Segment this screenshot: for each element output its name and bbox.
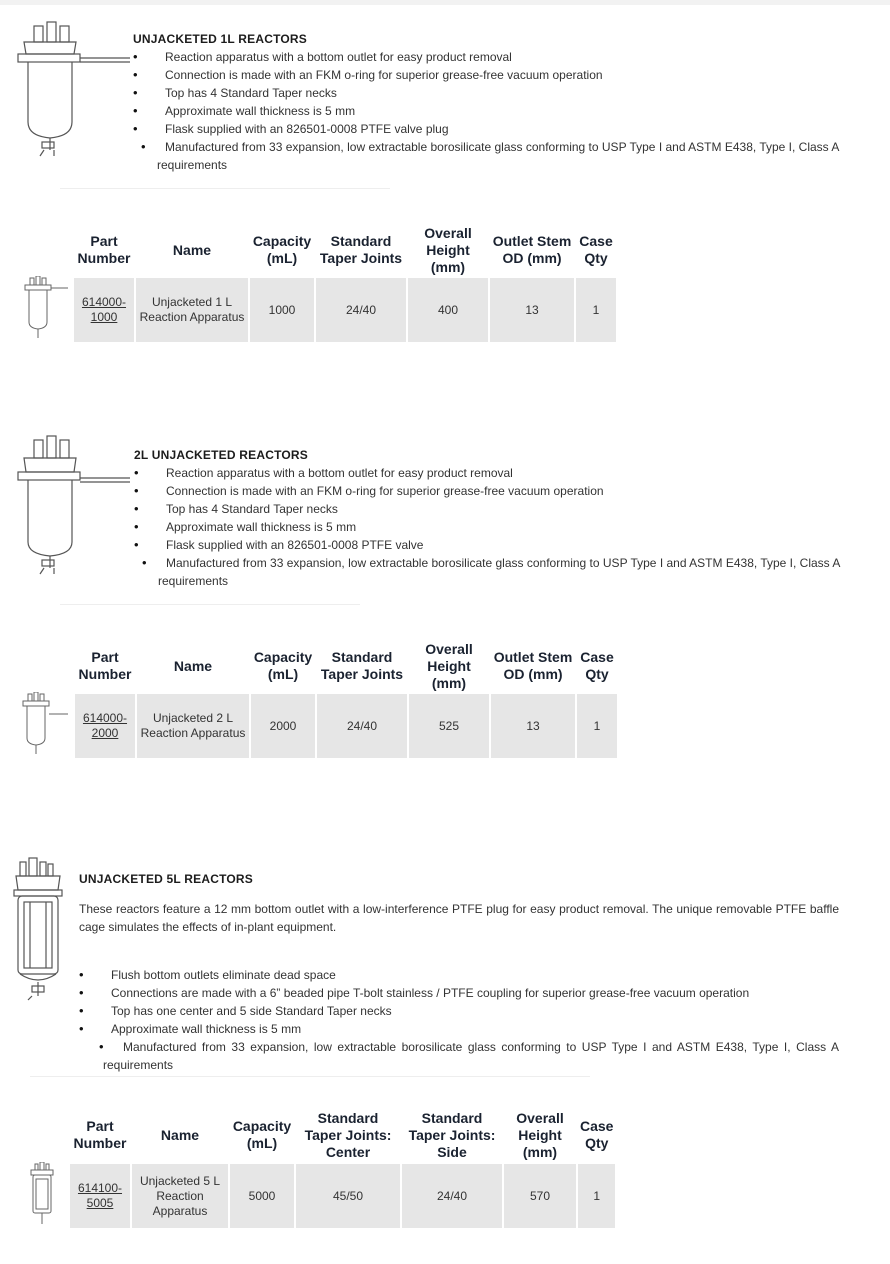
- table-cell: 24/40: [402, 1164, 502, 1228]
- table-cell: Unjacketed 2 L Reaction Apparatus: [137, 694, 249, 758]
- table-cell: 13: [491, 694, 575, 758]
- table-row: [74, 278, 616, 342]
- column-header: Case Qty: [579, 233, 613, 266]
- column-header: Name: [160, 1126, 200, 1143]
- reactor-illustration-icon: [14, 434, 132, 576]
- table-cell: Unjacketed 1 L Reaction Apparatus: [136, 278, 248, 342]
- section-title: UNJACKETED 5L REACTORS: [79, 872, 253, 886]
- list-item: • Manufactured from 33 expansion, low extractable borosilicate glass conforming to USP Type I and ASTM E438, Type I, Class A requirements: [133, 138, 841, 174]
- list-item: • Approximate wall thickness is 5 mm: [79, 1020, 839, 1038]
- reactor-thumbnail-icon: [20, 692, 70, 756]
- list-item: • Reaction apparatus with a bottom outlet for easy product removal: [134, 464, 842, 482]
- table-cell: 24/40: [316, 278, 406, 342]
- list-item: • Top has 4 Standard Taper necks: [133, 84, 841, 102]
- column-header: Capacity (mL): [232, 1118, 292, 1151]
- column-header: Overall Height (mm): [425, 640, 473, 691]
- spec-table: [72, 222, 618, 344]
- table-cell: 13: [490, 278, 574, 342]
- table-cell: 570: [504, 1164, 576, 1228]
- column-header: Standard Taper Joints: Center: [304, 1109, 392, 1160]
- list-item: • Flask supplied with an 826501-0008 PTFE valve: [134, 536, 842, 554]
- part-number-link[interactable]: 614100-5005: [77, 1181, 123, 1210]
- table-cell: 1: [577, 694, 617, 758]
- part-number-cell: [70, 1164, 130, 1228]
- part-number-cell: [75, 694, 135, 758]
- feature-list: [133, 48, 841, 174]
- column-header: Standard Taper Joints: Side: [408, 1109, 496, 1160]
- feature-list: [79, 966, 839, 1074]
- column-header: Overall Height (mm): [516, 1109, 564, 1160]
- list-item: • Reaction apparatus with a bottom outlet for easy product removal: [133, 48, 841, 66]
- part-number-link[interactable]: 614000-2000: [82, 711, 128, 740]
- list-item: • Connection is made with an FKM o-ring for superior grease-free vacuum operation: [133, 66, 841, 84]
- table-cell: 1000: [250, 278, 314, 342]
- list-item: • Top has 4 Standard Taper necks: [134, 500, 842, 518]
- column-header: Capacity (mL): [252, 233, 312, 266]
- list-item: • Top has one center and 5 side Standard Taper necks: [79, 1002, 839, 1020]
- table-cell: 1: [578, 1164, 615, 1228]
- divider: [30, 1076, 590, 1077]
- table-cell: 2000: [251, 694, 315, 758]
- part-number-cell: [74, 278, 134, 342]
- description-paragraph: These reactors feature a 12 mm bottom outlet with a low-interference PTFE plug for easy product removal. The unique removable PTFE baffle cage simulates the effects of in-plant equipment.: [79, 902, 839, 934]
- column-header: Part Number: [77, 233, 131, 266]
- column-header: Part Number: [78, 649, 132, 682]
- list-item: • Manufactured from 33 expansion, low extractable borosilicate glass conforming to USP Type I and ASTM E438, Type I, Class A requirements: [134, 554, 842, 590]
- table-row: [70, 1164, 615, 1228]
- divider: [60, 604, 360, 605]
- table-cell: 525: [409, 694, 489, 758]
- spec-table: [68, 1106, 617, 1230]
- list-item: • Manufactured from 33 expansion, low extractable borosilicate glass conforming to USP Type I and ASTM E438, Type I, Class A requirements: [79, 1038, 839, 1074]
- divider: [60, 188, 390, 189]
- table-cell: 5000: [230, 1164, 294, 1228]
- table-row: [75, 694, 617, 758]
- spec-table: [73, 638, 619, 760]
- column-header: Case Qty: [580, 1118, 614, 1151]
- list-item: • Flask supplied with an 826501-0008 PTFE valve plug: [133, 120, 841, 138]
- list-item: • Connection is made with an FKM o-ring for superior grease-free vacuum operation: [134, 482, 842, 500]
- table-cell: 1: [576, 278, 616, 342]
- column-header: Outlet Stem OD (mm): [492, 233, 572, 266]
- table-cell: 45/50: [296, 1164, 400, 1228]
- column-header: Name: [172, 241, 212, 258]
- list-item: • Approximate wall thickness is 5 mm: [134, 518, 842, 536]
- reactor-illustration-icon: [14, 18, 132, 158]
- reactor-thumbnail-icon: [28, 1162, 56, 1228]
- column-header: Overall Height (mm): [424, 224, 472, 275]
- column-header: Standard Taper Joints: [319, 233, 403, 266]
- column-header: Standard Taper Joints: [320, 649, 404, 682]
- part-number-link[interactable]: 614000-1000: [81, 295, 127, 324]
- section-title: UNJACKETED 1L REACTORS: [133, 32, 307, 46]
- list-item: • Approximate wall thickness is 5 mm: [133, 102, 841, 120]
- column-header: Name: [173, 657, 213, 674]
- column-header: Part Number: [73, 1118, 127, 1151]
- list-item: • Connections are made with a 6” beaded pipe T-bolt stainless / PTFE coupling for superior grease-free vacuum operation: [79, 984, 839, 1002]
- column-header: Outlet Stem OD (mm): [493, 649, 573, 682]
- column-header: Case Qty: [580, 649, 614, 682]
- reactor-illustration-icon: [10, 856, 66, 1002]
- table-cell: 400: [408, 278, 488, 342]
- table-cell: Unjacketed 5 L Reaction Apparatus: [132, 1164, 228, 1228]
- top-divider: [0, 0, 890, 5]
- feature-list: [134, 464, 842, 590]
- section-title: 2L UNJACKETED REACTORS: [134, 448, 308, 462]
- reactor-thumbnail-icon: [22, 276, 70, 342]
- table-cell: 24/40: [317, 694, 407, 758]
- column-header: Capacity (mL): [253, 649, 313, 682]
- list-item: • Flush bottom outlets eliminate dead space: [79, 966, 839, 984]
